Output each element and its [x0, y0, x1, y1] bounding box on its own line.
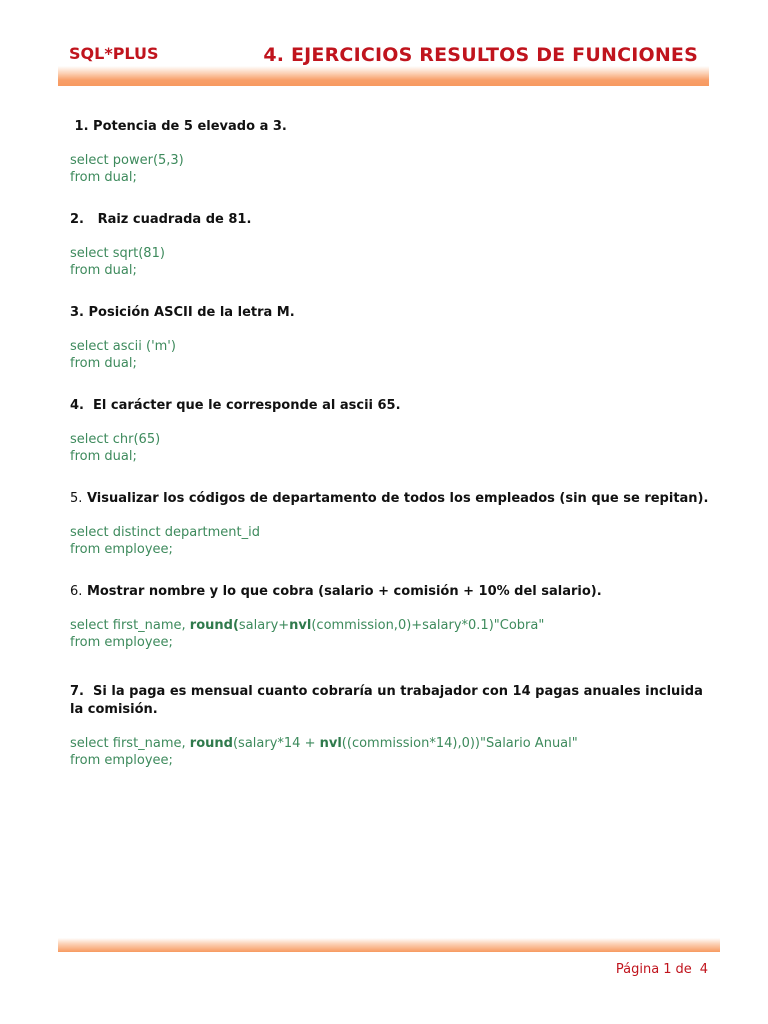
exercise-text: Potencia de 5 elevado a 3. — [93, 119, 287, 134]
exercise-text: Visualizar los códigos de departamento de todos los empleados (sin que se repitan). — [86, 491, 709, 506]
sql-line: from dual; — [70, 170, 137, 185]
exercise-number: 7. — [70, 684, 84, 699]
exercise-7 — [70, 683, 720, 769]
page-number: 1 — [663, 962, 672, 977]
of-label: de — [675, 962, 692, 977]
exercise-1 — [70, 118, 720, 186]
exercise-question — [70, 397, 720, 415]
sql-line: from employee; — [70, 542, 173, 557]
exercise-text: Raiz cuadrada de 81. — [97, 212, 252, 227]
page-footer — [612, 962, 708, 977]
sql-keyword: nvl — [289, 618, 312, 633]
exercise-2 — [70, 211, 720, 279]
header-right-title: 4. EJERCICIOS RESULTOS DE FUNCIONES — [263, 44, 698, 66]
sql-fragment: salary+ — [238, 618, 290, 633]
exercise-number: 5. — [70, 491, 83, 506]
exercise-text: Posición ASCII de la letra M. — [88, 305, 295, 320]
exercise-number: 1. — [74, 119, 89, 134]
exercise-question — [70, 583, 720, 601]
exercise-question — [70, 118, 720, 136]
header-divider-bar — [58, 66, 709, 86]
sql-fragment: ((commission*14),0))"Salario Anual" — [341, 736, 578, 751]
sql-line — [70, 735, 720, 752]
sql-keyword: nvl — [319, 736, 342, 751]
sql-line: select sqrt(81) — [70, 246, 165, 261]
exercise-question — [70, 490, 720, 508]
exercise-number: 2. — [70, 212, 84, 227]
exercise-4 — [70, 397, 720, 465]
sql-line: from dual; — [70, 263, 137, 278]
exercise-list — [70, 118, 720, 794]
sql-fragment: select first_name, — [70, 618, 190, 633]
sql-keyword: round — [189, 736, 233, 751]
header-left-title: SQL*PLUS — [69, 44, 159, 63]
exercise-question — [70, 211, 720, 229]
sql-fragment: (salary*14 + — [232, 736, 320, 751]
exercise-number: 6. — [70, 584, 83, 599]
exercise-3 — [70, 304, 720, 372]
sql-line: from employee; — [70, 635, 173, 650]
sql-line: from dual; — [70, 449, 137, 464]
exercise-question — [70, 683, 720, 719]
exercise-text: El carácter que le corresponde al ascii 65. — [93, 398, 401, 413]
sql-line: from employee; — [70, 753, 173, 768]
sql-line: select ascii ('m') — [70, 339, 176, 354]
total-pages: 4 — [699, 962, 708, 977]
sql-keyword: round( — [189, 618, 239, 633]
exercise-6 — [70, 583, 720, 651]
footer-divider-bar — [58, 938, 720, 952]
sql-line — [70, 617, 720, 634]
sql-line: select distinct department_id — [70, 525, 260, 540]
exercise-5 — [70, 490, 720, 558]
sql-line: select chr(65) — [70, 432, 161, 447]
exercise-text: Mostrar nombre y lo que cobra (salario + comisión + 10% del salario). — [86, 584, 602, 599]
sql-line: select power(5,3) — [70, 153, 184, 168]
exercise-number: 3. — [70, 305, 84, 320]
sql-fragment: (commission,0)+salary*0.1)"Cobra" — [311, 618, 545, 633]
exercise-text: Si la paga es mensual cuanto cobraría un trabajador con 14 pagas anuales incluida la comisión. — [70, 684, 703, 717]
sql-fragment: select first_name, — [70, 736, 190, 751]
exercise-question — [70, 304, 720, 322]
sql-line: from dual; — [70, 356, 137, 371]
exercise-number: 4. — [70, 398, 84, 413]
page-label: Página — [615, 962, 660, 977]
